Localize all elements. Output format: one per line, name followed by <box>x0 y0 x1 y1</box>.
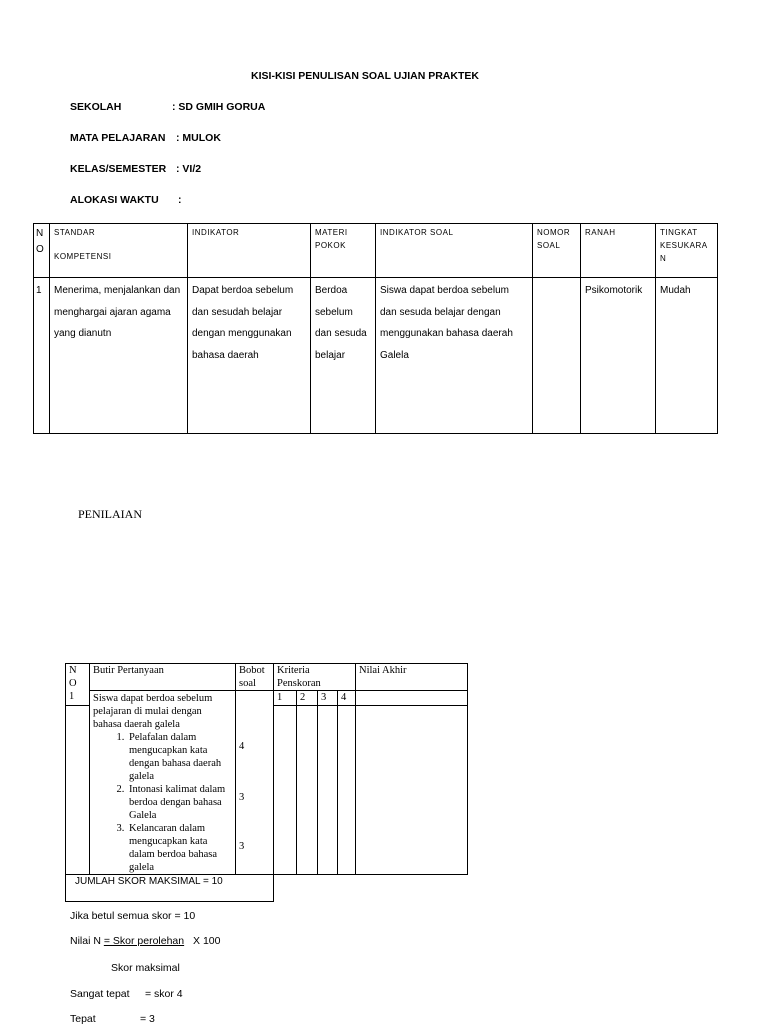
note-sangat-tepat-value: = skor 4 <box>145 988 183 1000</box>
meta-value-kelas-semester: : VI/2 <box>176 163 202 175</box>
header-nomor-soal: NOMOR SOAL <box>533 224 581 278</box>
criteria-cell <box>318 705 338 874</box>
note-sangat-tepat-label: Sangat tepat <box>70 988 130 1000</box>
score-total: JUMLAH SKOR MAKSIMAL = 10 <box>66 875 274 902</box>
meta-value-sekolah: : SD GMIH GORUA <box>172 101 266 113</box>
criteria-4: 4 <box>338 691 356 706</box>
penilaian-heading: PENILAIAN <box>78 507 142 521</box>
header-ranah: RANAH <box>581 224 656 278</box>
meta-value-alokasi-waktu: : <box>178 194 182 206</box>
bobot-value: 3 <box>239 792 245 803</box>
criteria-3: 3 <box>318 691 338 706</box>
nilai-numerator: = Skor perolehan <box>103 935 185 947</box>
kisi-header-row <box>34 224 718 278</box>
score-header-no: N O <box>66 664 90 706</box>
score-header-bobot: Bobot soal <box>236 664 274 691</box>
note-skor-maksimal: Skor maksimal <box>111 962 180 974</box>
header-standar-kompetensi: STANDAR KOMPETENSI <box>50 224 188 278</box>
criteria-cell <box>338 705 356 874</box>
page-title: KISI-KISI PENULISAN SOAL UJIAN PRAKTEK <box>251 70 479 82</box>
meta-label-alokasi-waktu: ALOKASI WAKTU <box>70 194 159 206</box>
meta-label-kelas-semester: KELAS/SEMESTER <box>70 163 167 175</box>
score-header-nilai-akhir: Nilai Akhir <box>356 664 468 691</box>
header-materi-pokok: MATERI POKOK <box>311 224 376 278</box>
nilai-prefix: Nilai N <box>70 935 101 947</box>
cell-nomor-soal <box>533 278 581 434</box>
score-body-row <box>66 691 468 706</box>
score-total-row <box>66 875 468 902</box>
note-jika: Jika betul semua skor = 10 <box>70 910 196 922</box>
nilai-akhir-cell <box>356 705 468 874</box>
score-item: 1. Pelafalan dalam mengucapkan kata dengan bahasa daerah galela <box>127 731 232 783</box>
header-indikator: INDIKATOR <box>188 224 311 278</box>
criteria-1: 1 <box>274 691 297 706</box>
meta-label-mata-pelajaran: MATA PELAJARAN <box>70 132 166 144</box>
kisi-data-row <box>34 278 718 434</box>
cell-standar-kompetensi: Menerima, menjalankan dan menghargai ajaran agama yang dianutn <box>50 278 188 434</box>
cell-indikator: Dapat berdoa sebelum dan sesudah belajar dengan menggunakan bahasa daerah <box>188 278 311 434</box>
criteria-2: 2 <box>297 691 318 706</box>
criteria-cell <box>274 705 297 874</box>
nilai-multiplier: X 100 <box>193 935 221 947</box>
score-bobot-cell <box>236 691 274 875</box>
kisi-kisi-table <box>33 223 718 434</box>
criteria-cell <box>297 705 318 874</box>
header-tingkat-kesukaran: TINGKAT KESUKARA N <box>656 224 718 278</box>
score-item-list <box>93 731 232 874</box>
meta-value-mata-pelajaran: : MULOK <box>176 132 221 144</box>
cell-ranah: Psikomotorik <box>581 278 656 434</box>
score-header-kriteria: Kriteria Penskoran <box>274 664 356 691</box>
score-header-row <box>66 664 468 691</box>
score-intro: Siswa dapat berdoa sebelum pelajaran di mulai dengan bahasa daerah galela <box>93 693 213 730</box>
header-indikator-soal: INDIKATOR SOAL <box>376 224 533 278</box>
score-item: 2. Intonasi kalimat dalam berdoa dengan bahasa Galela <box>127 783 232 822</box>
nilai-akhir-cell <box>356 691 468 706</box>
note-tepat-value: = 3 <box>140 1013 155 1025</box>
score-item: 3. Kelancaran dalam mengucapkan kata dalam berdoa bahasa galela <box>127 822 232 874</box>
cell-materi-pokok: Berdoa sebelum dan sesuda belajar <box>311 278 376 434</box>
score-header-butir: Butir Pertanyaan <box>90 664 236 691</box>
cell-indikator-soal: Siswa dapat berdoa sebelum dan sesuda belajar dengan menggunakan bahasa daerah Galela <box>376 278 533 434</box>
bobot-value: 4 <box>239 741 245 752</box>
score-total-blank <box>274 875 468 902</box>
cell-tingkat-kesukaran: Mudah <box>656 278 718 434</box>
note-nilai-formula <box>70 935 220 947</box>
score-table <box>65 663 468 902</box>
header-no: N O <box>34 224 50 278</box>
cell-no: 1 <box>34 278 50 434</box>
score-no-cell: 1 <box>66 689 90 858</box>
note-tepat-label: Tepat <box>70 1013 96 1025</box>
bobot-value: 3 <box>239 841 245 852</box>
score-butir-cell <box>90 691 236 875</box>
meta-label-sekolah: SEKOLAH <box>70 101 122 113</box>
